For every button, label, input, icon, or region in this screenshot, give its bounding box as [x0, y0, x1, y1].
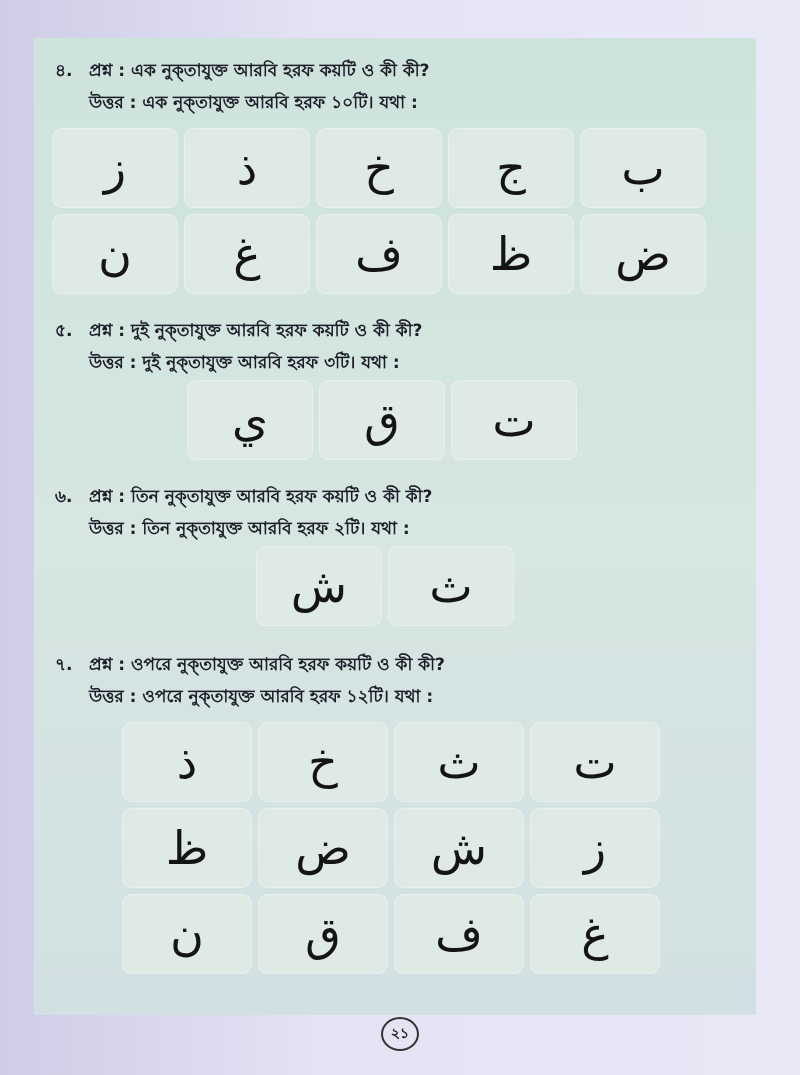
question-7 — [55, 652, 445, 680]
question-number: ৪. — [55, 61, 73, 81]
arabic-letter-tile: ت — [451, 380, 577, 460]
arabic-letter-tile: ن — [122, 894, 252, 974]
arabic-letter-tile: ث — [394, 722, 524, 802]
arabic-letter-tile: ث — [388, 546, 514, 626]
answer-5: উত্তর : দুই নুক্‌তাযুক্ত আরবি হরফ ৩টি। যথা : — [89, 353, 400, 373]
question-5 — [55, 318, 422, 346]
arabic-letter-tile: ز — [52, 128, 178, 208]
question-number: ৭. — [55, 655, 73, 675]
question-text: প্রশ্ন : ওপরে নুক্‌তাযুক্ত আরবি হরফ কয়টি ও কী কী? — [89, 655, 445, 675]
letter-grid-7 — [122, 722, 660, 974]
arabic-letter-tile: خ — [258, 722, 388, 802]
arabic-letter-tile: ج — [448, 128, 574, 208]
answer-4: উত্তর : এক নুক্‌তাযুক্ত আরবি হরফ ১০টি। যথা : — [89, 93, 418, 113]
arabic-letter-tile: ش — [256, 546, 382, 626]
letter-grid-4 — [52, 128, 706, 294]
question-text: প্রশ্ন : দুই নুক্‌তাযুক্ত আরবি হরফ কয়টি ও কী কী? — [89, 321, 423, 341]
question-text: প্রশ্ন : তিন নুক্‌তাযুক্ত আরবি হরফ কয়টি ও কী কী? — [89, 487, 433, 507]
arabic-letter-tile: ف — [316, 214, 442, 294]
question-6 — [55, 484, 432, 512]
arabic-letter-tile: ق — [319, 380, 445, 460]
arabic-letter-tile: ب — [580, 128, 706, 208]
arabic-letter-tile: ض — [580, 214, 706, 294]
letter-grid-6 — [256, 546, 514, 626]
arabic-letter-tile: ز — [530, 808, 660, 888]
question-4 — [55, 58, 429, 86]
arabic-letter-tile: ش — [394, 808, 524, 888]
letter-grid-5 — [187, 380, 577, 460]
arabic-letter-tile: ذ — [122, 722, 252, 802]
arabic-letter-tile: ض — [258, 808, 388, 888]
arabic-letter-tile: ذ — [184, 128, 310, 208]
arabic-letter-tile: ظ — [448, 214, 574, 294]
arabic-letter-tile: ت — [530, 722, 660, 802]
answer-6: উত্তর : তিন নুক্‌তাযুক্ত আরবি হরফ ২টি। যথা : — [89, 519, 410, 539]
arabic-letter-tile: ظ — [122, 808, 252, 888]
arabic-letter-tile: ن — [52, 214, 178, 294]
arabic-letter-tile: ف — [394, 894, 524, 974]
question-number: ৫. — [55, 321, 73, 341]
question-number: ৬. — [55, 487, 73, 507]
answer-7: উত্তর : ওপরে নুক্‌তাযুক্ত আরবি হরফ ১২টি। যথা : — [89, 687, 434, 707]
question-text: প্রশ্ন : এক নুক্‌তাযুক্ত আরবি হরফ কয়টি ও কী কী? — [89, 61, 430, 81]
arabic-letter-tile: غ — [184, 214, 310, 294]
page-number: ২১ — [381, 1017, 419, 1051]
arabic-letter-tile: غ — [530, 894, 660, 974]
arabic-letter-tile: ق — [258, 894, 388, 974]
arabic-letter-tile: خ — [316, 128, 442, 208]
arabic-letter-tile: ي — [187, 380, 313, 460]
